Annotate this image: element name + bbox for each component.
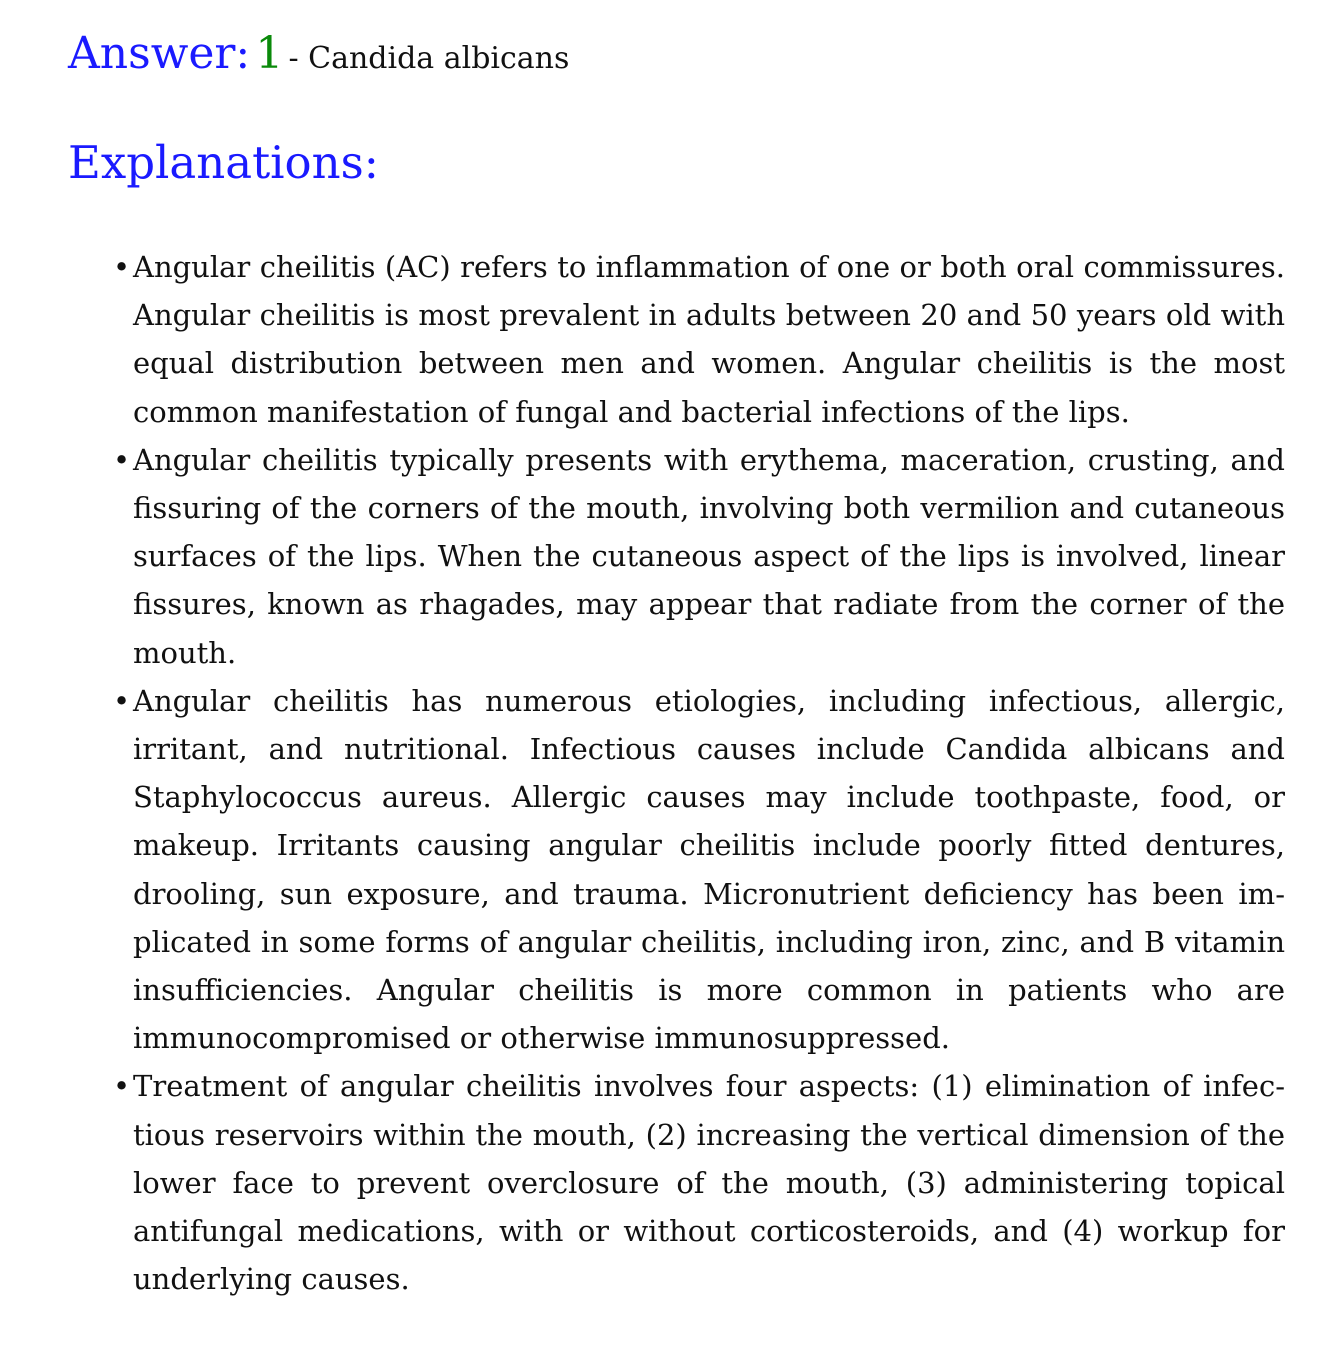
answer-number: 1: [255, 28, 284, 79]
answer-line: [68, 28, 569, 79]
bullet-icon: •: [113, 250, 131, 284]
answer-text: - Candida albicans: [288, 41, 570, 76]
explanations-title: Explanations:: [68, 136, 379, 189]
bullet-text: Angular cheilitis has numerous etiologies, including infectious, allergic, irritant, and nutritional. Infectious causes include Candida albicans and Staphylococcus aureus. Allergic causes may include toothpaste, food, or makeup. Irritants causing angular cheilitis include poorly fitted dentures, drooling, sun exposure, and trauma. Micronutrient deficiency has been implicated in some forms of angular cheilitis, including iron, zinc, and B vitamin insufficiencies. Angular cheilitis is more common in patients who are immunocompromised or otherwise immunosuppressed.: [133, 683, 1285, 1056]
bullet-icon: •: [113, 1069, 131, 1104]
bullet-text: Angular cheilitis typically presents with erythema, maceration, crusting, and fissuring of the corners of the mouth, involving both vermilion and cutaneous surfaces of the lips. When the cutaneous aspect of the lips is involved, linear fissures, known as rhagades, may appear that radiate from the corner of the mouth.: [133, 442, 1285, 670]
bullet-icon: •: [113, 442, 131, 477]
bullet-text: Treatment of angular cheilitis involves four aspects: (1) elimination of infectious reservoirs within the mouth, (2) increasing the vertical dimension of the lower face to prevent overclosure of the mouth, (3) administering topical antifungal medications, with or without corticosteroids, and (4) workup for underlying causes.: [133, 1069, 1285, 1297]
list-item: [113, 243, 1285, 436]
bullet-icon: •: [113, 683, 131, 718]
list-item: [113, 677, 1285, 1063]
bullet-text: Angular cheilitis (AC) refers to inflammation of one or both oral commissures. Angular cheilitis is most prevalent in adults between 20 and 50 years old with equal distribution between men and women. Angular cheilitis is the most common manifestation of fungal and bacterial infections of the lips.: [133, 250, 1285, 429]
list-item: [113, 1062, 1285, 1303]
answer-label: Answer:: [68, 28, 251, 79]
list-item: [113, 436, 1285, 677]
explanations-list: [113, 243, 1285, 1303]
